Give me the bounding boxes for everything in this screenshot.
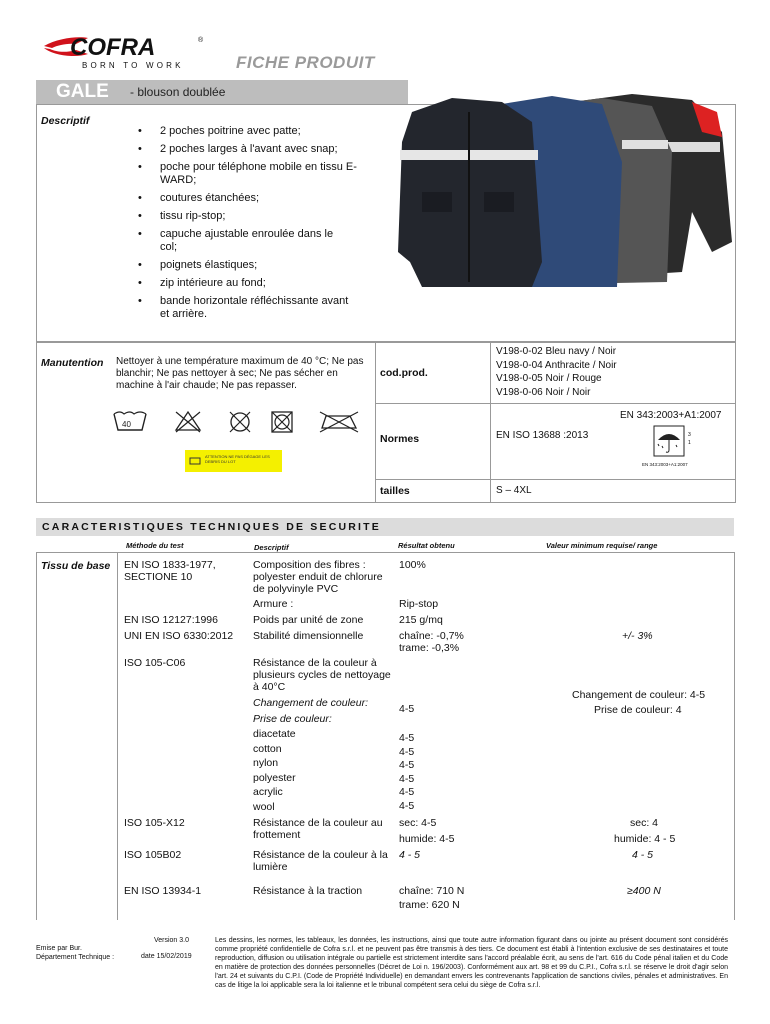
list-item: • coutures étanchées; bbox=[132, 192, 372, 205]
fibre-results bbox=[399, 732, 414, 813]
product-title-bar bbox=[36, 80, 408, 104]
svg-text:3: 3 bbox=[688, 432, 691, 438]
comp-res: 100% bbox=[399, 559, 426, 571]
list-item: 4-5 bbox=[399, 799, 415, 812]
feature-list bbox=[132, 125, 372, 326]
svg-text:40: 40 bbox=[122, 420, 131, 429]
manutention-label: Manutention bbox=[41, 357, 104, 369]
brand-name: COFRA bbox=[70, 34, 156, 61]
tailles-label: tailles bbox=[380, 485, 410, 497]
c06-method: ISO 105-C06 bbox=[124, 657, 186, 669]
badge-text: EN 343:2003+A1:2007 bbox=[642, 462, 688, 467]
stab-min: +/- 3% bbox=[622, 630, 653, 642]
x12-min2: humide: 4 - 5 bbox=[614, 833, 676, 845]
list-item: • 2 poches poitrine avec patte; bbox=[132, 125, 372, 138]
fibre-list bbox=[253, 727, 296, 814]
c06-change: Changement de couleur: bbox=[253, 697, 368, 709]
stab-method: UNI EN ISO 6330:2012 bbox=[124, 630, 234, 642]
en343-badge bbox=[640, 424, 702, 472]
list-item: V198-0-02 Bleu navy / Noir bbox=[496, 346, 617, 357]
list-item: • poignets élastiques; bbox=[132, 259, 372, 272]
no-dry-clean-icon bbox=[230, 412, 250, 432]
list-item: • poche pour téléphone mobile en tissu E-WARD; bbox=[132, 161, 360, 187]
manutention-text: Nettoyer à une température maximum de 40 °C; Ne pas blanchir; Ne pas nettoyer à sec; Ne pas sécher en machine à l'air chaude; Ne pas repasser. bbox=[116, 356, 364, 391]
cofra-logo bbox=[40, 32, 210, 72]
wash-40-icon bbox=[114, 412, 146, 430]
b02-desc: Résistance de la couleur à la lumière bbox=[253, 849, 388, 873]
list-item: • bande horizontale réfléchissante avant et arrière. bbox=[132, 295, 350, 321]
list-item: cotton bbox=[253, 742, 282, 755]
x12-res2: humide: 4-5 bbox=[399, 833, 455, 845]
x12-method: ISO 105-X12 bbox=[124, 817, 185, 829]
c06-desc: Résistance de la couleur à plusieurs cycles de nettoyage à 40°C bbox=[253, 657, 391, 693]
list-item: • zip intérieure au fond; bbox=[132, 277, 372, 290]
svg-text:1: 1 bbox=[688, 440, 691, 446]
col-result: Résultat obtenu bbox=[398, 541, 455, 550]
list-item: 4-5 bbox=[399, 732, 415, 744]
warning-icon bbox=[189, 456, 201, 466]
c06-change-res: 4-5 bbox=[399, 703, 415, 715]
x12-min1: sec: 4 bbox=[630, 817, 659, 829]
tailles-value: S – 4XL bbox=[496, 485, 532, 496]
trac-desc: Résistance à la traction bbox=[253, 885, 363, 897]
col-method: Méthode du test bbox=[126, 541, 184, 550]
c06-min1: Changement de couleur: 4-5 bbox=[572, 689, 706, 701]
jacket-image bbox=[392, 92, 738, 288]
x12-res1: sec: 4-5 bbox=[399, 817, 437, 829]
tissu-label: Tissu de base bbox=[41, 560, 111, 572]
list-item: V198-0-05 Noir / Rouge bbox=[496, 373, 602, 384]
poids-res: 215 g/mq bbox=[399, 614, 443, 626]
list-item: 4-5 bbox=[399, 772, 415, 785]
list-item: 4-5 bbox=[399, 759, 415, 771]
norm-en343: EN 343:2003+A1:2007 bbox=[620, 410, 722, 421]
product-name: GALE bbox=[56, 81, 109, 102]
c06-min2: Prise de couleur: 4 bbox=[594, 704, 682, 716]
list-item: • 2 poches larges à l'avant avec snap; bbox=[132, 143, 372, 156]
list-item: diacetate bbox=[253, 728, 296, 740]
col-min: Valeur minimum requise/ range bbox=[546, 541, 658, 550]
norm-en13688: EN ISO 13688 :2013 bbox=[496, 430, 589, 441]
trac-res1: chaîne: 710 N bbox=[399, 885, 465, 897]
footer-version: Version 3.0 bbox=[153, 937, 189, 944]
descriptif-label: Descriptif bbox=[41, 115, 90, 127]
poids-method: EN ISO 12127:1996 bbox=[124, 614, 218, 626]
trac-method: EN ISO 13934-1 bbox=[124, 885, 202, 897]
col-desc: Descriptif bbox=[254, 543, 289, 552]
b02-method: ISO 105B02 bbox=[124, 849, 182, 861]
list-item: acrylic bbox=[253, 786, 283, 798]
list-item: V198-0-06 Noir / Noir bbox=[496, 386, 591, 398]
comp-method: EN ISO 1833-1977, SECTIONE 10 bbox=[124, 559, 216, 583]
stab-res2: trame: -0,3% bbox=[399, 642, 460, 654]
footer-date: date 15/02/2019 bbox=[141, 953, 192, 960]
b02-res: 4 - 5 bbox=[399, 849, 421, 861]
trac-res2: trame: 620 N bbox=[399, 899, 460, 911]
b02-min: 4 - 5 bbox=[632, 849, 654, 861]
list-item: nylon bbox=[253, 757, 279, 769]
no-iron-icon bbox=[320, 412, 358, 432]
trac-min: ≥400 N bbox=[627, 885, 661, 897]
x12-desc: Résistance de la couleur au frottement bbox=[253, 817, 383, 841]
c06-prise: Prise de couleur: bbox=[253, 713, 332, 725]
list-item: 4-5 bbox=[399, 745, 415, 758]
armure-desc: Armure : bbox=[253, 598, 294, 610]
fiche-title: FICHE PRODUIT bbox=[236, 53, 375, 72]
list-item: 4-5 bbox=[399, 786, 415, 798]
warning-text: ATTENTION NE PAS DÉGAGE LES DEBRIS DU LOT bbox=[205, 454, 270, 464]
list-item: • tissu rip-stop; bbox=[132, 210, 372, 223]
armure-res: Rip-stop bbox=[399, 598, 439, 610]
footer-emise: Emise par Bur. Département Technique : bbox=[36, 945, 115, 961]
list-item: • capuche ajustable enroulée dans le col; bbox=[132, 228, 350, 254]
legal-notice: Les dessins, les normes, les tableaux, les données, les instructions, ainsi que toute autre information figurant dans ou jointe au présent document sont considérés comme propriété confidentielle de Cofra s.r.l. et ne peuvent pas être transmis à des tiers. Ce document est établi à l'intention exclusive de ses destinataires et toute reproduction, diffusion ou utilisation intégrale ou partielle est strictement interdite sans l'accord préalable écrit, au sens de l'art. 616 du Code pénal italien et du Code en matière de protection des données personnelles (Décret de Loi n. 196/2003). Conformément aux art. 98 et 99 du C.P.I., Cofra s.r.l. se réserve le droit d'agir selon l'art. 24 et suivants du C.P.I. (Code de Propriété Individuelle) en demandant envers les contrevenants l'application de sanctions civiles, pénales et administratives. En cas de litige la loi applicable sera la loi italienne et le tribunal compétent sera celui du siège de Cofra s.r.l. bbox=[215, 937, 728, 989]
codprod-values bbox=[496, 345, 617, 399]
list-item: V198-0-04 Anthracite / Noir bbox=[496, 359, 617, 371]
codprod-label: cod.prod. bbox=[380, 367, 428, 379]
list-item: polyester bbox=[253, 771, 296, 784]
warning-label bbox=[185, 450, 282, 472]
svg-text:®: ® bbox=[198, 37, 204, 44]
care-symbols bbox=[112, 408, 372, 436]
stab-res1: chaîne: -0,7% bbox=[399, 630, 464, 642]
stab-desc: Stabilité dimensionnelle bbox=[253, 630, 364, 642]
brand-tagline: BORN TO WORK bbox=[82, 61, 184, 70]
tech-section-header: CARACTERISTIQUES TECHNIQUES DE SECURITE bbox=[36, 518, 734, 536]
no-bleach-icon bbox=[176, 412, 200, 432]
no-tumble-dry-icon bbox=[272, 412, 292, 432]
normes-label: Normes bbox=[380, 433, 420, 445]
list-item: wool bbox=[253, 800, 275, 813]
comp-desc: Composition des fibres : polyester enduit de chlorure de polyvinyle PVC bbox=[253, 559, 383, 595]
product-subtitle: - blouson doublée bbox=[130, 85, 226, 99]
poids-desc: Poids par unité de zone bbox=[253, 614, 364, 626]
